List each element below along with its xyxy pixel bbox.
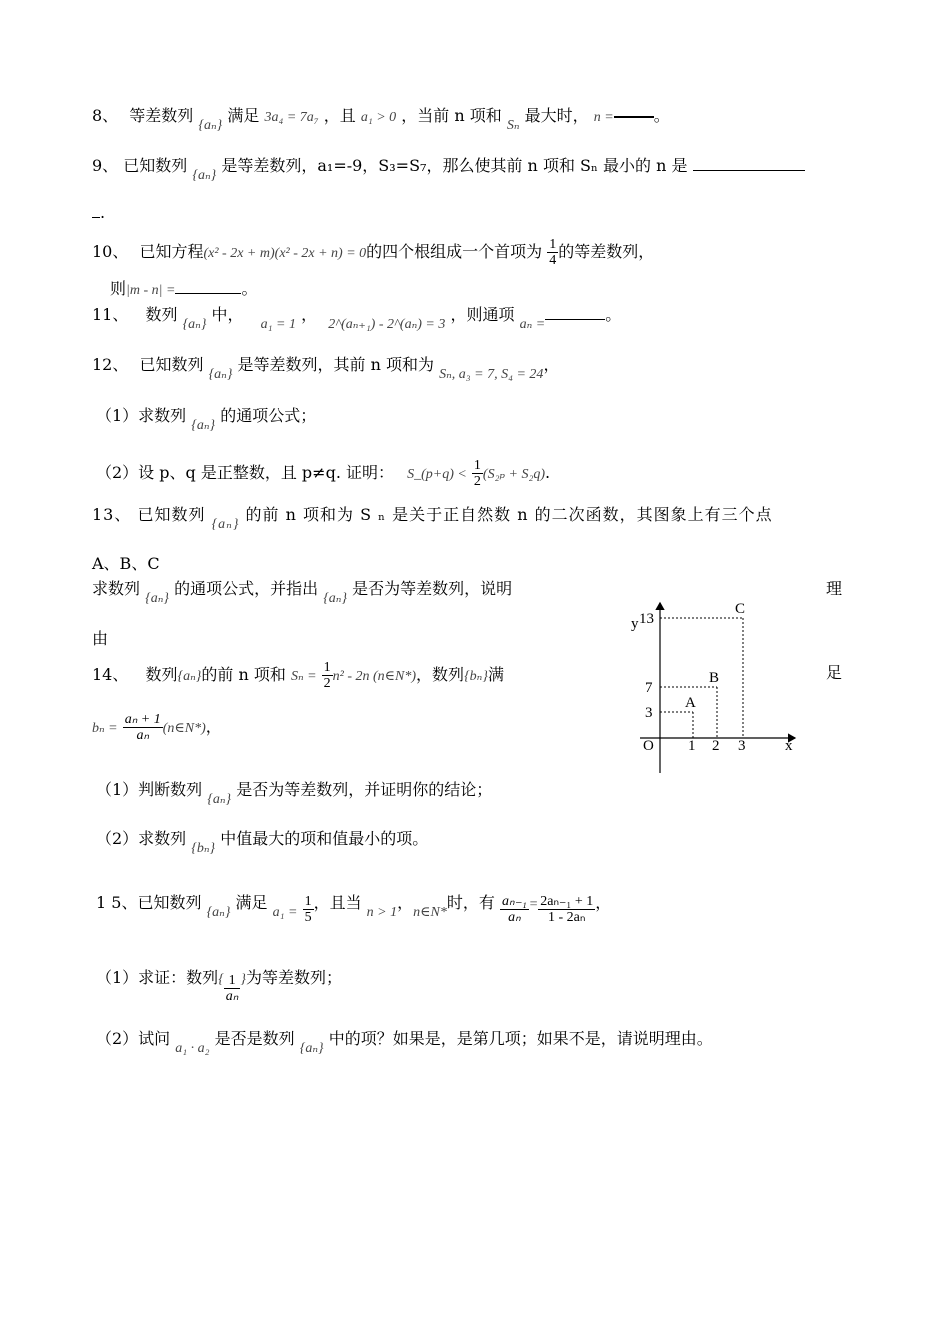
q15-part1-text-1: （1）求证：数列 <box>96 968 219 987</box>
q12-part2-text-2: . <box>545 463 551 482</box>
q11-text-2: 中， <box>211 305 244 324</box>
coordinate-graph <box>625 595 805 775</box>
q8-math-sn: Sₙ <box>506 118 520 133</box>
q13-text-5: 的通项公式，并指出 <box>174 579 319 598</box>
q15-text-4: ， <box>397 893 414 912</box>
q13-line-3 <box>92 576 513 606</box>
q8-answer-blank <box>614 116 654 118</box>
q12-math-given: Sₙ, a₃ = 7, S₄ = 24 <box>439 367 544 382</box>
q12-part1 <box>96 403 317 433</box>
q14-part1-text-2: 是否为等差数列，并证明你的结论； <box>236 780 493 799</box>
q15-text-5: 时，有 <box>446 893 495 912</box>
q12-part1-text-1: （1）求数列 <box>96 406 187 425</box>
q13-text-reason-2: 由 <box>92 629 109 648</box>
q15-text-1: 已知数列 <box>137 893 202 912</box>
q15-math-n-gt-1: n > 1 <box>366 905 398 920</box>
q10-fraction-den: 4 <box>549 253 557 268</box>
origin-label: O <box>643 738 654 754</box>
q14-math-sn-2: n² - 2n (n∈N*) <box>332 669 417 684</box>
q15-fraction-3-den: 1 - 2aₙ <box>548 910 586 925</box>
q9-math-seq: {aₙ} <box>192 168 217 183</box>
q8-math-condition: 3a₄ = 7a₇ <box>264 110 319 125</box>
q15-math-n-in-N: n∈N* <box>413 905 447 920</box>
q13-text-1: 已知数列 <box>137 505 206 524</box>
q12-part2-text-1: （2）设 p、q 是正整数，且 p≠q. 证明： <box>96 463 394 482</box>
q8-line <box>92 103 670 133</box>
x-tick-3: 3 <box>738 738 746 754</box>
q10-text-1: 已知方程 <box>139 242 204 261</box>
q8-text-6: 。 <box>653 106 670 125</box>
q14-text-3: ，数列 <box>416 665 465 684</box>
q10-text-4: 则 <box>110 279 127 298</box>
q15-text-6: ， <box>595 893 612 912</box>
q11-math-seq: {aₙ} <box>182 317 207 332</box>
q9-answer-blank <box>693 158 805 171</box>
q15-part1 <box>96 963 342 1004</box>
q11-text-3: ， <box>301 305 318 324</box>
y-tick-13: 13 <box>639 611 654 627</box>
q8-math-a1: a₁ > 0 <box>360 110 397 125</box>
q8-text-5: 最大时， <box>524 106 589 125</box>
q12-line <box>92 352 560 382</box>
q10-math-abs: |m - n| = <box>126 283 176 298</box>
q15-fraction-num: 1 <box>304 894 312 909</box>
q12-part2-math-1: S_(p+q) < <box>407 467 467 482</box>
q15-part2-text-1: （2）试问 <box>96 1029 171 1048</box>
q14-math-bn: {bₙ} <box>464 669 488 684</box>
point-label-C: C <box>735 601 746 617</box>
x-axis-label: x <box>785 738 793 754</box>
q15-fraction-3 <box>538 894 595 925</box>
q15-text-2: 满足 <box>235 893 268 912</box>
q15-part2 <box>96 1026 713 1056</box>
q9-text-3: . <box>100 203 106 222</box>
q15-number: 1 5、 <box>96 893 138 912</box>
q14-text-4: 满 <box>487 665 504 684</box>
q15-part1-fraction <box>224 973 241 1004</box>
q9-text-1: 已知数列 <box>123 156 188 175</box>
q9-text-2: 是等差数列，a₁=-9，S₃=S₇，那么使其前 n 项和 Sₙ 最小的 n 是 <box>221 156 688 175</box>
q12-number: 12、 <box>92 355 129 374</box>
q12-part1-math: {aₙ} <box>191 418 216 433</box>
q14-number: 14、 <box>92 665 129 684</box>
q14-part1-math: {aₙ} <box>207 792 232 807</box>
q15-part2-math-1: a₁ · a₂ <box>175 1041 210 1056</box>
q11-text-4: ，则通项 <box>450 305 515 324</box>
q13-text-4: 求数列 <box>92 579 141 598</box>
q8-text-4: ，当前 n 项和 <box>401 106 502 125</box>
q14-part2-text-2: 中值最大的项和值最小的项。 <box>220 829 429 848</box>
q12-part1-text-2: 的通项公式； <box>220 406 317 425</box>
q14-fraction-num: 1 <box>323 660 331 675</box>
q14-fraction-2-num: aₙ + 1 <box>124 712 161 727</box>
q10-text-5: 。 <box>241 279 258 298</box>
q15-line <box>96 888 612 925</box>
q12-part2-fraction-den: 2 <box>473 474 481 489</box>
q12-text-1: 已知数列 <box>139 355 204 374</box>
q13-line-2 <box>92 551 160 574</box>
y-axis-label: y <box>631 616 639 632</box>
q15-part1-fraction-num: 1 <box>224 973 241 989</box>
point-label-B: B <box>709 670 720 686</box>
q14-text-2: 的前 n 项和 <box>201 665 286 684</box>
q13-text-2: 的前 n 项和为 S ₙ 是关于正自然数 n 的二次函数，其图象上有三个点 <box>245 505 773 524</box>
q11-text-1: 数列 <box>145 305 178 324</box>
q15-part1-brace-close: } <box>240 972 246 987</box>
q11-math-an: aₙ = <box>519 317 546 332</box>
q9-answer-blank-cont <box>92 205 100 218</box>
x-tick-2: 2 <box>712 738 720 754</box>
q12-part2-fraction <box>472 458 483 489</box>
q15-part2-text-2: 是否是数列 <box>214 1029 295 1048</box>
q11-math-recurrence: 2^(aₙ₊₁) - 2^(aₙ) = 3 <box>328 317 446 332</box>
q8-math-n: n = <box>593 110 614 125</box>
q15-part2-math-2: {aₙ} <box>299 1041 324 1056</box>
q12-math-seq: {aₙ} <box>208 367 233 382</box>
q12-part2-math-2: (S₂ₚ + S₂q) <box>482 467 546 482</box>
q14-part1 <box>96 777 493 807</box>
q14-text-1: 数列 <box>145 665 178 684</box>
q15-text-3: ，且当 <box>313 893 362 912</box>
q14-fraction <box>322 660 333 691</box>
q11-math-a1: a₁ = 1 <box>260 317 296 332</box>
q10-text-2: 的四个根组成一个首项为 <box>366 242 543 261</box>
q14-fraction-den: 2 <box>323 676 331 691</box>
q14-part2-math: {bₙ} <box>191 841 216 856</box>
q15-fraction <box>303 894 314 925</box>
q15-part1-brace-open: { <box>218 972 224 987</box>
q9-line-2 <box>92 203 105 222</box>
q15-fraction-2 <box>500 894 529 925</box>
q14-math-sn: Sₙ = <box>290 669 317 684</box>
q14-line <box>92 660 504 691</box>
q12-part2-fraction-num: 1 <box>473 458 481 473</box>
q15-part1-fraction-den: aₙ <box>225 989 239 1004</box>
q10-math-equation: (x² - 2x + m)(x² - 2x + n) = 0 <box>203 246 367 261</box>
q15-fraction-2-num: aₙ₋₁ <box>501 894 527 909</box>
q8-math-seq: {aₙ} <box>198 118 223 133</box>
q13-text-6: 是否为等差数列，说明 <box>352 579 513 598</box>
q8-text-3: ，且 <box>323 106 356 125</box>
q12-text-2: 是等差数列，其前 n 项和为 <box>237 355 435 374</box>
x-tick-1: 1 <box>688 738 696 754</box>
q12-part2 <box>96 458 550 489</box>
q15-fraction-den: 5 <box>304 910 312 925</box>
y-tick-3: 3 <box>645 705 653 721</box>
q13-number: 13、 <box>92 505 132 524</box>
q14-text-5: 足 <box>826 663 843 682</box>
q9-line <box>92 153 805 183</box>
q14-math-bn-def: bₙ = <box>92 721 118 736</box>
q11-text-5: 。 <box>605 305 622 324</box>
q13-line <box>92 502 773 532</box>
q15-part1-text-2: 为等差数列； <box>245 968 342 987</box>
q15-math-equals: = <box>528 897 539 912</box>
q15-fraction-2-den: aₙ <box>508 910 521 925</box>
q14-part2-text-1: （2）求数列 <box>96 829 187 848</box>
q14-math-seq: {aₙ} <box>177 669 202 684</box>
q13-text-3: A、B、C <box>92 554 160 573</box>
q10-line-2 <box>110 276 257 299</box>
q10-line <box>92 237 654 268</box>
q14-part1-text-1: （1）判断数列 <box>96 780 203 799</box>
q14-math-domain: (n∈N*) <box>162 721 206 736</box>
q15-math-seq: {aₙ} <box>206 905 231 920</box>
q8-text-2: 满足 <box>227 106 260 125</box>
y-tick-7: 7 <box>645 680 653 696</box>
q10-number: 10、 <box>92 242 129 261</box>
q10-text-3: 的等差数列， <box>558 242 655 261</box>
q14-fraction-2 <box>123 712 163 743</box>
q11-answer-blank <box>545 307 605 320</box>
q10-answer-blank <box>175 281 241 294</box>
q13-text-reason-1: 理 <box>826 579 843 598</box>
q14-text-6: ， <box>205 717 222 736</box>
q12-text-3: ， <box>543 355 560 374</box>
q15-fraction-3-num: 2aₙ₋₁ + 1 <box>540 894 594 909</box>
q10-fraction <box>547 237 558 268</box>
q11-number: 11、 <box>92 305 129 324</box>
q11-line <box>92 302 622 332</box>
q13-math-seq-2: {aₙ} <box>145 591 169 606</box>
q8-text-1: 等差数列 <box>129 106 194 125</box>
q10-fraction-num: 1 <box>549 237 557 252</box>
q13-math-seq: {aₙ} <box>211 517 240 532</box>
q13-math-seq-3: {aₙ} <box>323 591 348 606</box>
q9-number: 9、 <box>92 156 119 175</box>
q15-math-a1: a₁ = <box>272 905 298 920</box>
q15-part2-text-3: 中的项？如果是，是第几项；如果不是，请说明理由。 <box>328 1029 713 1048</box>
q14-part2 <box>96 826 429 856</box>
q14-fraction-2-den: aₙ <box>136 728 150 743</box>
point-label-A: A <box>685 695 696 711</box>
q14-line-2 <box>92 712 222 743</box>
q8-number: 8、 <box>92 106 119 125</box>
